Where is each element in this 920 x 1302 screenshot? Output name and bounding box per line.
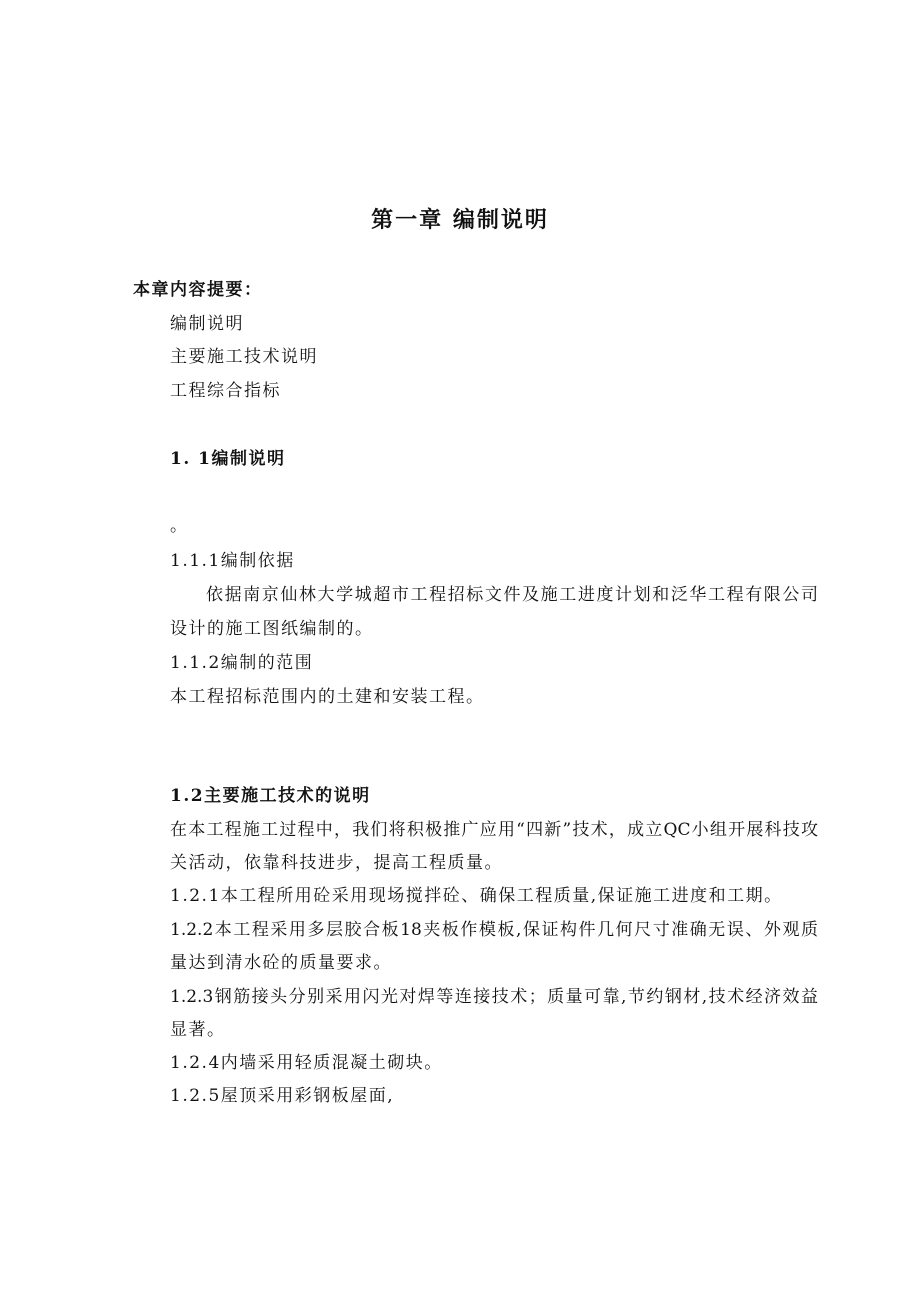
paragraph-line: 本工程招标范围内的土建和安装工程。 <box>170 687 485 707</box>
chapter-title: 第一章 编制说明 <box>371 207 549 233</box>
paragraph-line: 1.2.5屋顶采用彩钢板屋面, <box>170 1086 395 1106</box>
subsection-heading-1-1-1: 1.1.1编制依据 <box>170 551 295 571</box>
paragraph-line: 显著。 <box>170 1020 226 1040</box>
paragraph-line: 1.2.4内墙采用轻质混凝土砌块。 <box>170 1053 443 1073</box>
subsection-heading-1-1-2: 1.1.2编制的范围 <box>170 653 314 673</box>
section-heading-1-2: 1.2主要施工技术的说明 <box>170 786 371 806</box>
summary-item: 工程综合指标 <box>170 381 281 401</box>
paragraph-line: 1.2.2本工程采用多层胶合板18夹板作模板,保证构件几何尺寸准确无误、外观质 <box>170 920 818 940</box>
summary-item: 主要施工技术说明 <box>170 347 318 367</box>
paragraph-line: 量达到清水砼的质量要求。 <box>170 953 392 973</box>
summary-heading: 本章内容提要： <box>133 280 263 300</box>
summary-item: 编制说明 <box>170 314 244 334</box>
paragraph-line: 依据南京仙林大学城超市工程招标文件及施工进度计划和泛华工程有限公司 <box>206 585 818 605</box>
section-mark: 。 <box>170 516 189 536</box>
paragraph-line: 1.2.1本工程所用砼采用现场搅拌砼、确保工程质量,保证施工进度和工期。 <box>170 886 783 906</box>
paragraph-line: 1.2.3钢筋接头分别采用闪光对焊等连接技术；质量可靠,节约钢材,技术经济效益 <box>170 987 818 1007</box>
paragraph-line: 关活动，依靠科技进步，提高工程质量。 <box>170 853 503 873</box>
paragraph-line: 在本工程施工过程中，我们将积极推广应用“四新”技术，成立QC小组开展科技攻 <box>170 820 818 840</box>
section-heading-1-1: 1. 1编制说明 <box>170 449 286 469</box>
paragraph-line: 设计的施工图纸编制的。 <box>170 619 374 639</box>
